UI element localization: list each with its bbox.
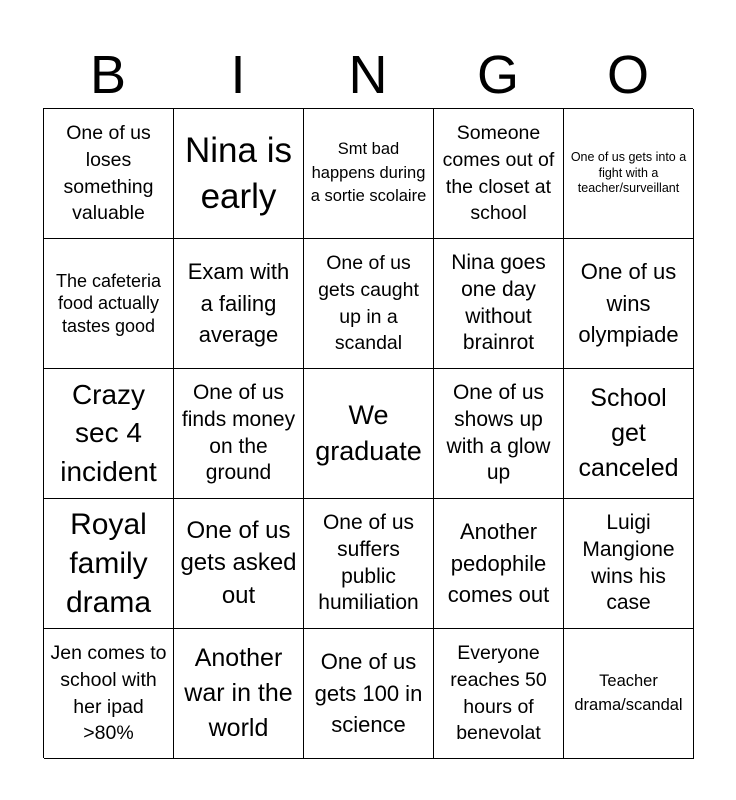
bingo-cell[interactable]: One of us gets 100 in science <box>304 629 434 759</box>
bingo-cell[interactable]: We graduate <box>304 369 434 499</box>
bingo-cell[interactable]: One of us finds money on the ground <box>174 369 304 499</box>
bingo-header <box>43 40 693 110</box>
bingo-cell[interactable]: One of us loses something valuable <box>44 109 174 239</box>
bingo-cell[interactable]: One of us suffers public humiliation <box>304 499 434 629</box>
bingo-cell[interactable]: Exam with a failing average <box>174 239 304 369</box>
bingo-cell[interactable]: Smt bad happens during a sortie scolaire <box>304 109 434 239</box>
header-letter-g: G <box>476 45 519 105</box>
header-letter-i: I <box>230 45 246 105</box>
bingo-cell[interactable]: One of us gets into a fight with a teacher/surveillant <box>564 109 694 239</box>
bingo-cell[interactable]: School get canceled <box>564 369 694 499</box>
bingo-cell[interactable]: Everyone reaches 50 hours of benevolat <box>434 629 564 759</box>
bingo-cell[interactable]: Another pedophile comes out <box>434 499 564 629</box>
bingo-cell[interactable]: One of us gets asked out <box>174 499 304 629</box>
bingo-cell[interactable]: One of us wins olympiade <box>564 239 694 369</box>
bingo-cell[interactable]: Nina goes one day without brainrot <box>434 239 564 369</box>
bingo-cell[interactable]: Royal family drama <box>44 499 174 629</box>
bingo-grid <box>43 108 693 758</box>
bingo-cell[interactable]: Nina is early <box>174 109 304 239</box>
header-letter-b: B <box>89 45 127 105</box>
bingo-cell[interactable]: The cafeteria food actually tastes good <box>44 239 174 369</box>
bingo-cell[interactable]: Someone comes out of the closet at school <box>434 109 564 239</box>
header-letter-n: N <box>348 45 388 105</box>
bingo-cell[interactable]: One of us shows up with a glow up <box>434 369 564 499</box>
bingo-cell[interactable]: One of us gets caught up in a scandal <box>304 239 434 369</box>
bingo-cell[interactable]: Luigi Mangione wins his case <box>564 499 694 629</box>
bingo-cell[interactable]: Jen comes to school with her ipad >80% <box>44 629 174 759</box>
bingo-cell[interactable]: Teacher drama/scandal <box>564 629 694 759</box>
bingo-cell[interactable]: Another war in the world <box>174 629 304 759</box>
header-letter-o: O <box>606 45 649 105</box>
bingo-cell[interactable]: Crazy sec 4 incident <box>44 369 174 499</box>
